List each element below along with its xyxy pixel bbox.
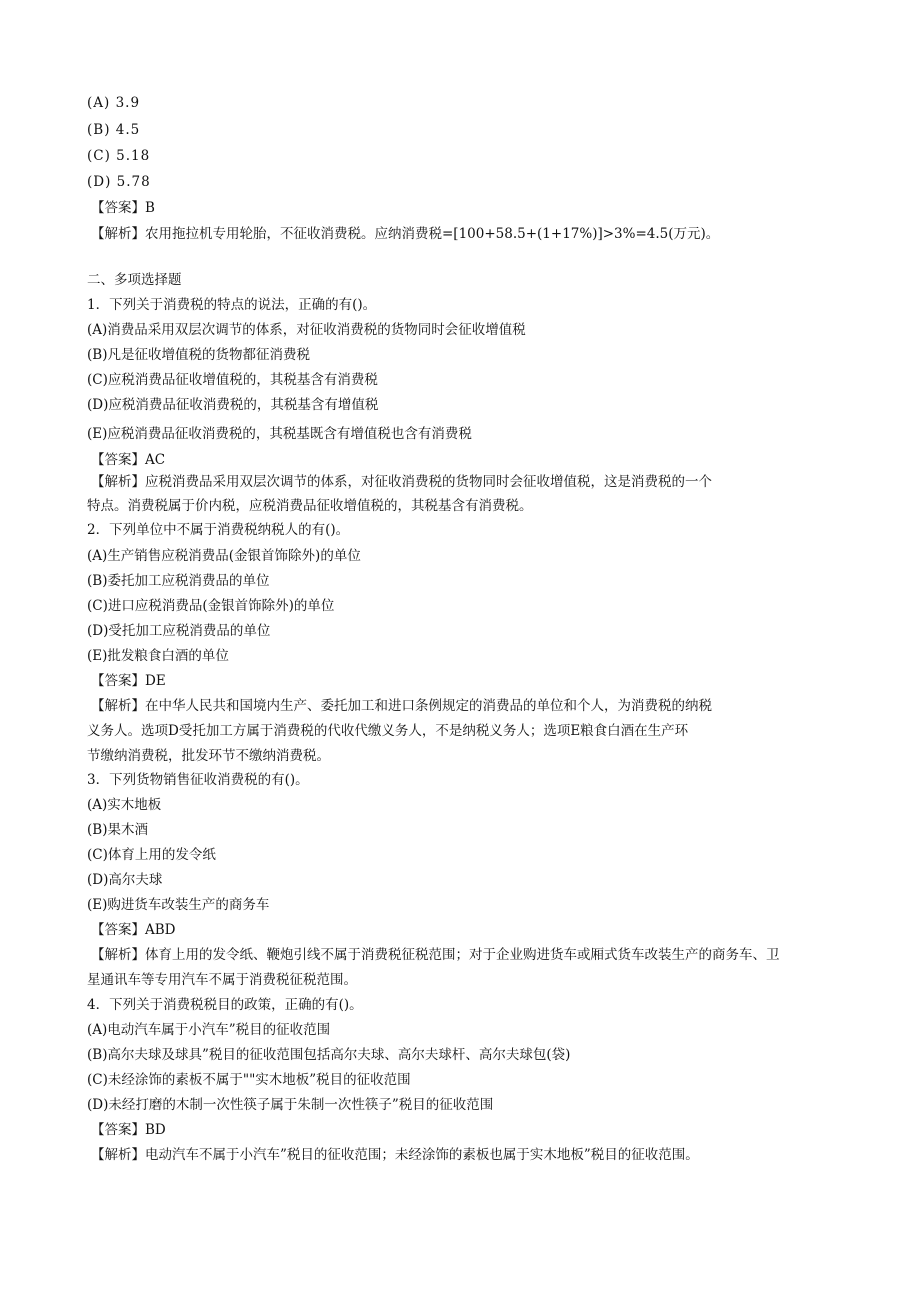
answer-label: 【答案】AC: [91, 452, 166, 468]
answer-label: 【答案】BD: [91, 1122, 166, 1138]
option-c: (C) 5.18: [87, 148, 151, 164]
analysis-text: 【解析】在中华人民共和国境内生产、委托加工和进口条例规定的消费品的单位和个人，为消费税的纳税: [91, 698, 712, 714]
analysis-text: 星通讯车等专用汽车不属于消费税征税范围。: [87, 972, 357, 988]
option-a: (A) 3.9: [87, 95, 141, 111]
option-a: (A)电动汽车属于小汽车”税目的征收范围: [87, 1022, 331, 1038]
option-e: (E)应税消费品征收消费税的，其税基既含有增值税也含有消费税: [87, 426, 472, 442]
analysis-text: 【解析】应税消费品采用双层次调节的体系，对征收消费税的货物同时会征收增值税，这是消费税的一个: [91, 474, 712, 490]
answer-label: 【答案】ABD: [91, 922, 176, 938]
option-d: (D)高尔夫球: [87, 872, 163, 888]
analysis-text: 【解析】农用拖拉机专用轮胎，不征收消费税。应纳消费税=[100+58.5+(1+17%)]>3%=4.5(万元)。: [91, 226, 720, 242]
option-d: (D) 5.78: [87, 174, 151, 190]
option-b: (B)果木酒: [87, 822, 148, 838]
section-title: 二、多项选择题: [87, 272, 182, 288]
analysis-text: 【解析】电动汽车不属于小汽车”税目的征收范围；未经涂饰的素板也属于实木地板”税目的征收范围。: [91, 1147, 699, 1163]
answer-label: 【答案】DE: [91, 673, 166, 689]
option-e: (E)购进货车改装生产的商务车: [87, 897, 270, 913]
option-a: (A)实木地板: [87, 797, 162, 813]
option-a: (A)消费品采用双层次调节的体系，对征收消费税的货物同时会征收增值税: [87, 322, 526, 338]
analysis-text: 义务人。选项D受托加工方属于消费税的代收代缴义务人，不是纳税义务人；选项E粮食白酒在生产环: [87, 723, 689, 739]
question-stem: 4．下列关于消费税税目的政策，正确的有()。: [87, 997, 363, 1013]
option-b: (B)委托加工应税消费品的单位: [87, 573, 270, 589]
analysis-text: 特点。消费税属于价内税，应税消费品征收增值税的，其税基含有消费税。: [87, 498, 533, 514]
question-stem: 1．下列关于消费税的特点的说法，正确的有()。: [87, 297, 377, 313]
option-d: (D)未经打磨的木制一次性筷子属于朱制一次性筷子”税目的征收范围: [87, 1097, 494, 1113]
question-stem: 3．下列货物销售征收消费税的有()。: [87, 772, 309, 788]
analysis-text: 节缴纳消费税，批发环节不缴纳消费税。: [87, 748, 330, 764]
option-d: (D)应税消费品征收消费税的，其税基含有增值税: [87, 397, 379, 413]
option-d: (D)受托加工应税消费品的单位: [87, 623, 271, 639]
question-stem: 2．下列单位中不属于消费税纳税人的有()。: [87, 522, 350, 538]
option-c: (C)应税消费品征收增值税的，其税基含有消费税: [87, 372, 378, 388]
option-c: (C)进口应税消费品(金银首饰除外)的单位: [87, 598, 335, 614]
option-b: (B)凡是征收增值税的货物都征消费税: [87, 347, 310, 363]
option-c: (C)体育上用的发令纸: [87, 847, 216, 863]
option-b: (B) 4.5: [87, 122, 141, 138]
analysis-text: 【解析】体育上用的发令纸、鞭炮引线不属于消费税征税范围；对于企业购进货车或厢式货车改装生产的商务车、卫: [91, 947, 780, 963]
answer-label: 【答案】B: [91, 200, 155, 216]
option-e: (E)批发粮食白酒的单位: [87, 648, 229, 664]
option-b: (B)高尔夫球及球具”税目的征收范围包括高尔夫球、高尔夫球杆、高尔夫球包(袋): [87, 1047, 571, 1063]
option-c: (C)未经涂饰的素板不属于""实木地板”税目的征收范围: [87, 1072, 411, 1088]
option-a: (A)生产销售应税消费品(金银首饰除外)的单位: [87, 548, 361, 564]
